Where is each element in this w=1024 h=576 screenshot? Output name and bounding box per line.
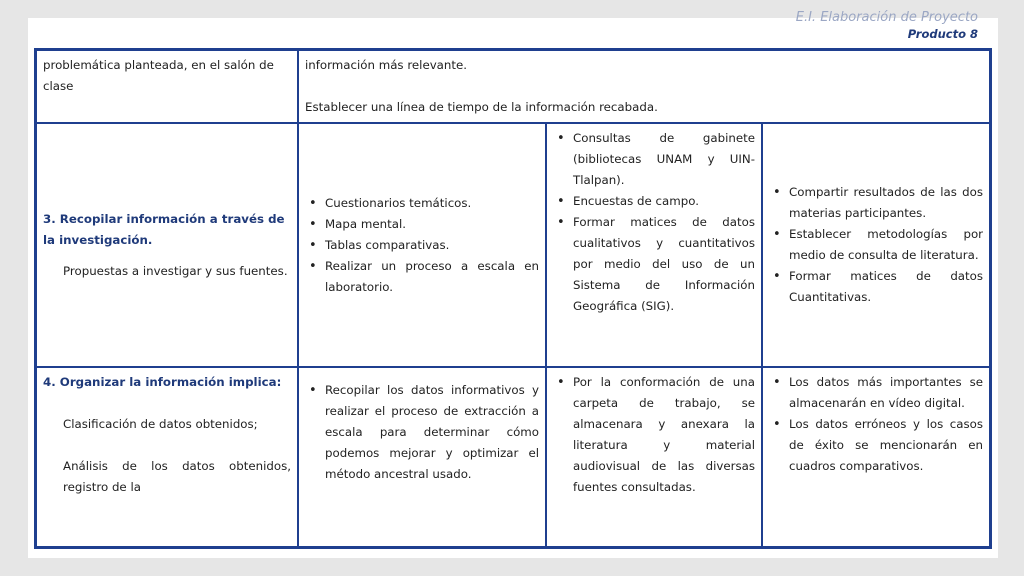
table-cell xyxy=(36,367,298,547)
list-item: • Encuestas de campo. xyxy=(573,191,755,212)
bullet-list xyxy=(769,372,983,477)
document-header-title: E.I. Elaboración de Proyecto xyxy=(795,10,978,25)
list-item: • Cuestionarios temáticos. xyxy=(325,193,539,214)
table-row xyxy=(36,50,990,123)
cell-text: Clasificación de datos obtenidos; xyxy=(63,417,258,431)
list-item: • Formar matices de datos Cuantitativas. xyxy=(789,266,983,308)
table-cell xyxy=(546,367,762,547)
cell-text: Análisis de los datos obtenidos, registro de la xyxy=(63,459,291,494)
list-item: • Establecer metodologías por medio de consulta de literatura. xyxy=(789,224,983,266)
step-title: 4. Organizar la información implica: xyxy=(43,375,282,389)
table-row xyxy=(36,367,990,547)
table-cell xyxy=(298,123,546,367)
table-cell xyxy=(36,123,298,367)
cell-text: problemática planteada, en el salón de clase xyxy=(43,58,274,93)
bullet-list xyxy=(553,128,755,317)
list-item: • Realizar un proceso a escala en laboratorio. xyxy=(325,256,539,298)
list-item: • Mapa mental. xyxy=(325,214,539,235)
list-item: • Tablas comparativas. xyxy=(325,235,539,256)
list-item: • Formar matices de datos cualitativos y cuantitativos por medio del uso de un Sistema de Información Geográfica (SIG). xyxy=(573,212,755,317)
table-cell xyxy=(546,123,762,367)
bullet-list xyxy=(769,182,983,308)
list-item: • Los datos más importantes se almacenarán en vídeo digital. xyxy=(789,372,983,414)
bullet-list xyxy=(305,193,539,298)
table-cell xyxy=(298,50,990,123)
table-row xyxy=(36,123,990,367)
table-cell xyxy=(298,367,546,547)
list-item: • Por la conformación de una carpeta de trabajo, se almacenara y anexara la literatura y material audiovisual de las diversas fuentes consultadas. xyxy=(573,372,755,498)
step-title: 3. Recopilar información a través de la investigación. xyxy=(43,211,285,247)
list-item: • Compartir resultados de las dos materias participantes. xyxy=(789,182,983,224)
bullet-list xyxy=(553,372,755,498)
table-cell xyxy=(762,367,990,547)
table-cell xyxy=(36,50,298,123)
cell-text: información más relevante. xyxy=(305,58,468,72)
slide xyxy=(28,10,998,558)
document-header-product: Producto 8 xyxy=(907,27,978,41)
list-item: • Recopilar los datos informativos y realizar el proceso de extracción a escala para determinar cómo podemos mejorar y optimizar el método ancestral usado. xyxy=(325,380,539,485)
table-cell xyxy=(762,123,990,367)
cell-text: Establecer una línea de tiempo de la información recabada. xyxy=(305,100,658,114)
cell-text: Propuestas a investigar y sus fuentes. xyxy=(63,263,288,278)
bullet-list xyxy=(305,380,539,485)
list-item: • Los datos erróneos y los casos de éxito se mencionarán en cuadros comparativos. xyxy=(789,414,983,477)
list-item: • Consultas de gabinete (bibliotecas UNAM y UIN-Tlalpan). xyxy=(573,128,755,191)
project-table xyxy=(34,48,992,549)
